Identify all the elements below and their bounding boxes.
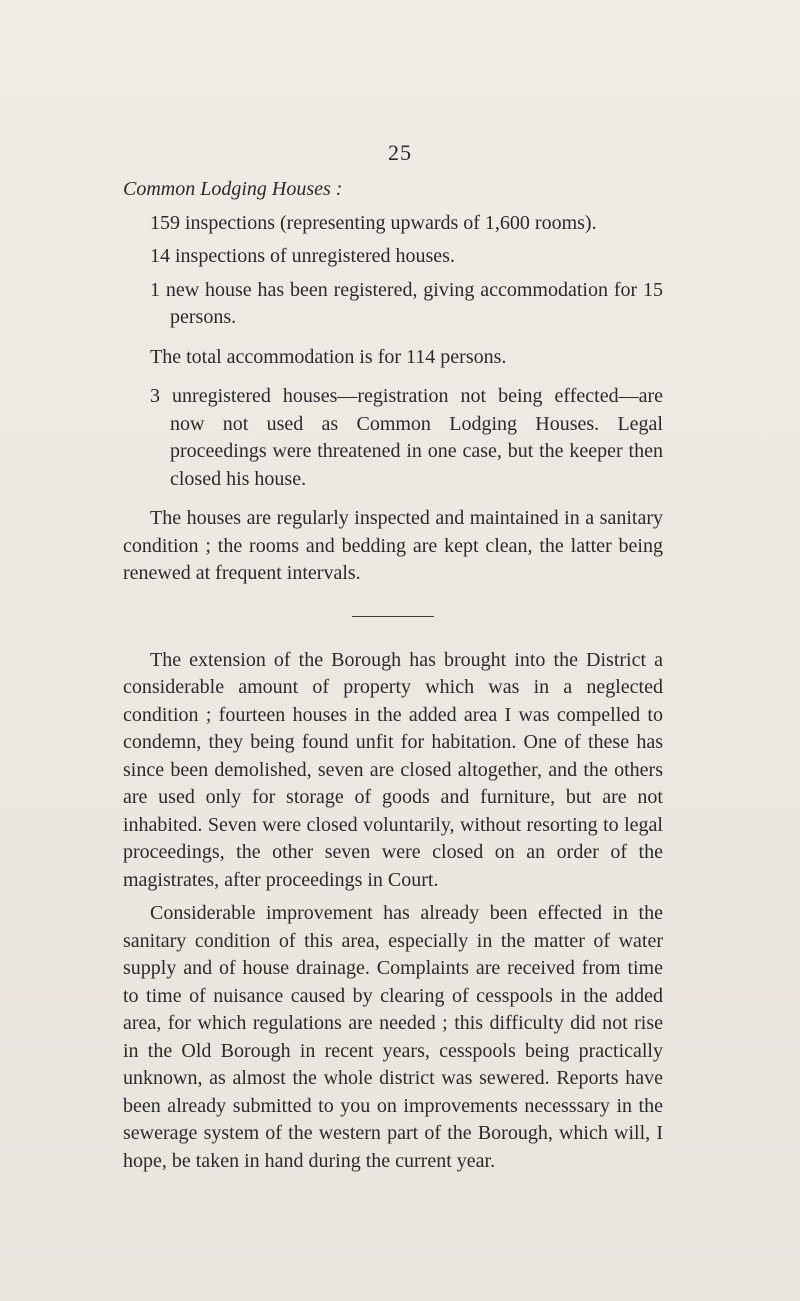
section-title: Common Lodging Houses : bbox=[123, 178, 343, 200]
section-divider bbox=[352, 616, 434, 617]
list-item: 1 new house has been registered, giving accommodation for 15 persons. bbox=[150, 278, 663, 328]
list-item: 14 inspections of unregistered houses. bbox=[150, 245, 455, 267]
document-body bbox=[123, 176, 663, 1181]
paragraph-extension: The extension of the Borough has brought into the District a considerable amount of property which was in a neglected condition ; fourteen houses in the added area I was compelled to condemn, they being found unfit for habitation. One of these has since been demolished, seven are closed altogether, and the others are used only for storage of goods and furniture, but are not inhabited. Seven were closed voluntarily, without resorting to legal proceedings, the other seven were closed on an order of the magistrates, after proceedings in Court. bbox=[123, 648, 663, 891]
paragraph-sanitary: The houses are regularly inspected and maintained in a sanitary condition ; the rooms and bedding are kept clean, the latter being renewed at frequent intervals. bbox=[123, 507, 663, 584]
total-accommodation: The total accommodation is for 114 persons. bbox=[150, 345, 507, 368]
unregistered-houses-note: 3 unregistered houses—registration not being effected—are now not used as Common Lodging Houses. Legal proceedings were threatened in one case, but the keeper then closed his house. bbox=[150, 385, 663, 490]
paragraph-improvement: Considerable improvement has already been effected in the sanitary condition of this area, especially in the matter of water supply and of house drainage. Complaints are received from time to time of nuisance caused by clearing of cesspools in the added area, for which regulations are needed ; this difficulty did not rise in the Old Borough in recent years, cesspools being practically unknown, as almost the whole district was sewered. Reports have been already submitted to you on improvements necesssary in the sewerage system of the western part of the Borough, which will, I hope, be taken in hand during the current year. bbox=[123, 902, 663, 1172]
page-number: 25 bbox=[388, 140, 412, 165]
list-item: 159 inspections (representing upwards of 1,600 rooms). bbox=[150, 211, 597, 234]
